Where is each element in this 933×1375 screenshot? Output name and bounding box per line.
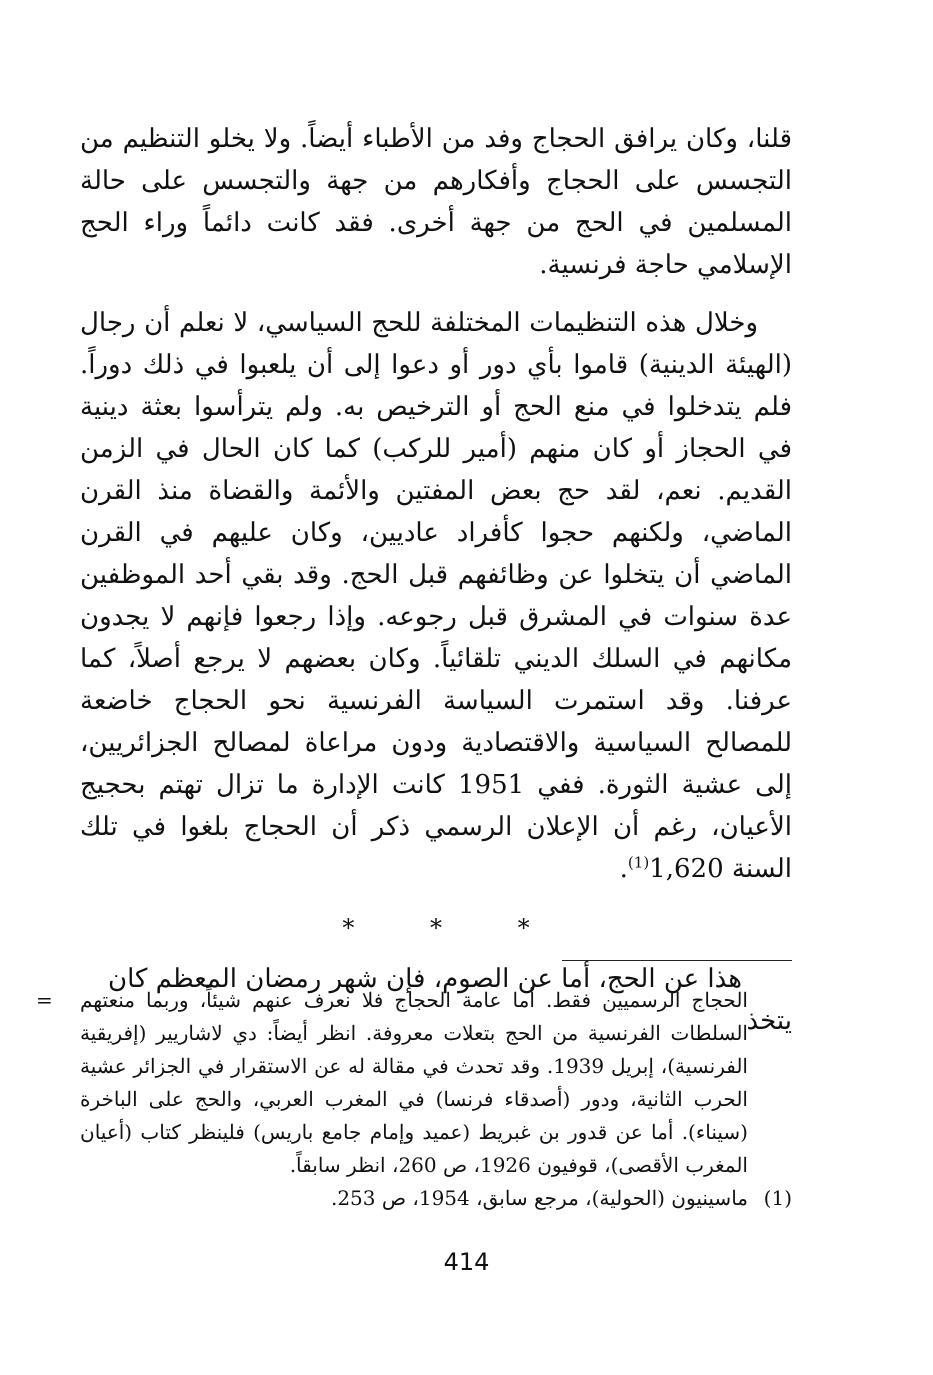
section-separator xyxy=(80,916,792,940)
separator-star-icon: * xyxy=(430,914,442,942)
paragraph-2-text: وخلال هذه التنظيمات المختلفة للحج السياسي، لا نعلم أن رجال (الهيئة الدينية) قاموا بأي دور أو دعوا إلى أن يلعبوا في ذلك دوراً. فلم يتدخلوا في منع الحج أو الترخيص به. ولم يترأسوا بعثة دينية في الحجاز أو كان منهم (أمير للركب) كما كان الحال في الزمن القديم. نعم، لقد حج بعض المفتين والأئمة والقضاة منذ القرن الماضي، ولكنهم حجوا كأفراد عاديين، وكان عليهم في القرن الماضي أن يتخلوا عن وظائفهم قبل الحج. وقد بقي أحد الموظفين عدة سنوات في المشرق قبل رجوعه. وإذا رجعوا فإنهم لا يجدون مكانهم في السلك الديني تلقائياً. وكان بعضهم لا يرجع أصلاً، كما عرفنا. وقد استمرت السياسة الفرنسية نحو الحجاج خاضعة للمصالح السياسية والاقتصادية ودون مراعاة لمصالح الجزائريين، إلى عشية الثورة. ففي 1951 كانت الإدارة ما تزال تهتم بحجيج الأعيان، رغم أن الإعلان الرسمي ذكر أن الحجاج بلغوا في تلك السنة 1,620 xyxy=(80,308,792,884)
footnote-1-text: ماسينيون (الحولية)، مرجع سابق، 1954، ص 253. xyxy=(330,1186,748,1210)
page-body xyxy=(36,118,792,1210)
paragraph-2 xyxy=(80,302,792,890)
paragraph-2-end: . xyxy=(619,854,628,884)
footnote-marker-blank xyxy=(748,984,792,1182)
footnote-continuation-marker: = xyxy=(36,988,53,1012)
closing-line: هذا عن الحج، أما عن الصوم، فإن شهر رمضان المعظم كان يتخذ xyxy=(108,964,792,1036)
footnote-continuation xyxy=(80,984,792,1182)
footnote-ref-1: (1) xyxy=(627,853,650,872)
footnote-1 xyxy=(80,1182,792,1215)
separator-star-icon: * xyxy=(342,914,355,942)
footnote-continuation-text: الحجاج الرسميين فقط. أما عامة الحجاج فلا نعرف عنهم شيئاً، وربما منعتهم السلطات الفرنسية من الحج بتعلات معروفة. انظر أيضاً: دي لاشاريير (إفريقية الفرنسية)، إبريل 1939. وقد تحدث في مقالة له عن الاستقرار في الجزائر عشية الحرب الثانية، ودور (أصدقاء فرنسا) في المغرب العربي، والحج على الباخرة (سيناء). أما عن قدور بن غبريط (عميد وإمام جامع باريس) فلينظر كتاب (أعيان المغرب الأقصى)، قوفيون 1926، ص 260، انظر سابقاً. xyxy=(80,988,748,1177)
footnote-1-marker: (1) xyxy=(763,1186,792,1210)
footnote-divider xyxy=(562,960,792,961)
separator-star-icon: * xyxy=(517,914,530,942)
page-number: 414 xyxy=(443,1248,490,1276)
paragraph-1: قلنا، وكان يرافق الحجاج وفد من الأطباء أيضاً. ولا يخلو التنظيم من التجسس على الحجاج وأفكارهم من جهة والتجسس على حالة المسلمين في الحج من جهة أخرى. فقد كانت دائماً وراء الحج الإسلامي حاجة فرنسية. xyxy=(80,124,792,280)
footnotes xyxy=(36,984,792,1215)
